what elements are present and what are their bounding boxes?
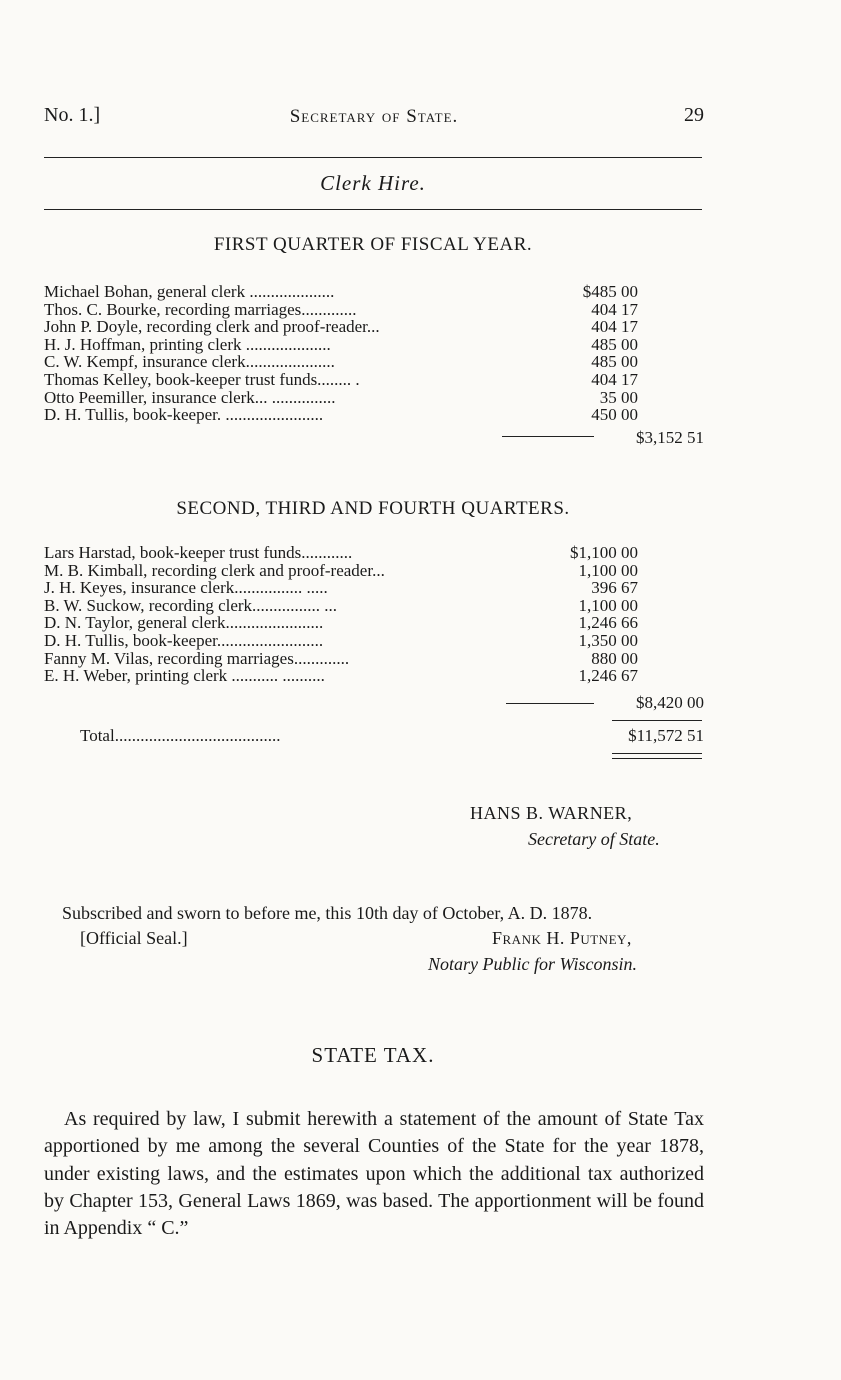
clerk-amount: 1,246 66 <box>578 613 638 633</box>
clerk-entry: D. H. Tullis, book-keeper......................... <box>44 630 324 650</box>
list-item <box>44 597 704 615</box>
clerk-entry: Fanny M. Vilas, recording marriages............. <box>44 648 350 668</box>
other-quarters-title: SECOND, THIRD AND FOURTH QUARTERS. <box>176 498 570 519</box>
clerk-entry: D. N. Taylor, general clerk....................... <box>44 613 324 633</box>
clerk-amount: 1,100 00 <box>578 595 638 615</box>
clerk-amount: 396 67 <box>591 578 638 598</box>
clerk-entry: C. W. Kempf, insurance clerk..................... <box>44 352 335 372</box>
first-quarter-subtotal: $3,152 51 <box>636 428 704 447</box>
list-item <box>44 406 704 424</box>
list-item <box>44 614 704 632</box>
oath-statement: Subscribed and sworn to before me, this 10th day of October, A. D. 1878. <box>62 903 593 923</box>
clerk-entry: John P. Doyle, recording clerk and proof-reader... <box>44 317 380 337</box>
notary-name: Frank H. Putney, <box>492 928 632 948</box>
header-rule <box>44 157 702 158</box>
clerk-entry: E. H. Weber, printing clerk ........... .......... <box>44 666 325 686</box>
clerk-entry: J. H. Keyes, insurance clerk................ ..... <box>44 578 328 598</box>
header-title: Secretary of State. <box>289 106 459 127</box>
list-item <box>44 667 704 685</box>
clerk-entry: D. H. Tullis, book-keeper. ....................... <box>44 405 324 425</box>
notary-title: Notary Public for Wisconsin. <box>428 954 637 974</box>
section-heading: Clerk Hire. <box>320 171 426 195</box>
clerk-amount: $1,100 00 <box>570 543 638 562</box>
other-quarters-subtotal: $8,420 00 <box>636 693 704 712</box>
signatory-title: Secretary of State. <box>528 829 660 849</box>
clerk-amount: 1,246 67 <box>578 666 638 686</box>
other-quarters-sum-rule <box>506 703 594 704</box>
clerk-amount: 485 00 <box>591 352 638 372</box>
signatory-name: HANS B. WARNER, <box>470 803 633 823</box>
list-item <box>44 389 704 407</box>
state-tax-paragraph: As required by law, I submit herewith a statement of the amount of State Tax apportioned by me among the several Counties of the State for the year 1878, under existing laws, and the estimates upon which the additional tax authorized by Chapter 153, General Laws 1869, was based. The apportionment will be found in Appendix “ C.” <box>44 1108 704 1240</box>
list-item <box>44 371 704 389</box>
first-quarter-list <box>44 283 704 424</box>
list-item <box>44 650 704 668</box>
list-item <box>44 353 704 371</box>
clerk-amount: 1,100 00 <box>578 560 638 580</box>
clerk-amount: 1,350 00 <box>578 630 638 650</box>
running-header <box>44 104 704 130</box>
clerk-amount: 35 00 <box>599 387 638 407</box>
double-rule-bottom <box>612 758 702 759</box>
report-number: No. 1.] <box>44 104 101 126</box>
other-quarters-list <box>44 544 704 685</box>
state-tax-title: STATE TAX. <box>311 1043 435 1067</box>
clerk-entry: B. W. Suckow, recording clerk................ ... <box>44 595 338 615</box>
official-seal-note: [Official Seal.] <box>80 928 188 948</box>
total-label: Total....................................... <box>80 726 281 745</box>
list-item <box>44 336 704 354</box>
clerk-entry: H. J. Hoffman, printing clerk .................... <box>44 334 331 354</box>
first-quarter-title: FIRST QUARTER OF FISCAL YEAR. <box>213 234 533 255</box>
list-item <box>44 544 704 562</box>
list-item <box>44 301 704 319</box>
clerk-amount: 880 00 <box>591 648 638 668</box>
section-rule <box>44 209 702 210</box>
double-rule-top <box>612 753 702 754</box>
page-number: 29 <box>684 104 704 126</box>
list-item <box>44 632 704 650</box>
clerk-entry: Otto Peemiller, insurance clerk... ............... <box>44 387 336 407</box>
clerk-entry: M. B. Kimball, recording clerk and proof-reader... <box>44 560 385 580</box>
clerk-entry: Lars Harstad, book-keeper trust funds............ <box>44 543 353 562</box>
clerk-amount: 485 00 <box>591 334 638 354</box>
clerk-amount: $485 00 <box>582 282 638 301</box>
clerk-amount: 404 17 <box>591 317 638 337</box>
clerk-amount: 404 17 <box>591 299 638 319</box>
clerk-entry: Thomas Kelley, book-keeper trust funds........ . <box>44 369 360 389</box>
grand-total-rule <box>612 720 702 721</box>
clerk-entry: Thos. C. Bourke, recording marriages............. <box>44 299 357 319</box>
list-item <box>44 579 704 597</box>
clerk-amount: 450 00 <box>591 405 638 425</box>
list-item <box>44 562 704 580</box>
total-amount: $11,572 51 <box>628 726 704 745</box>
clerk-amount: 404 17 <box>591 369 638 389</box>
list-item <box>44 283 704 301</box>
list-item <box>44 318 704 336</box>
first-quarter-sum-rule <box>502 436 594 437</box>
clerk-entry: Michael Bohan, general clerk .................... <box>44 282 335 301</box>
